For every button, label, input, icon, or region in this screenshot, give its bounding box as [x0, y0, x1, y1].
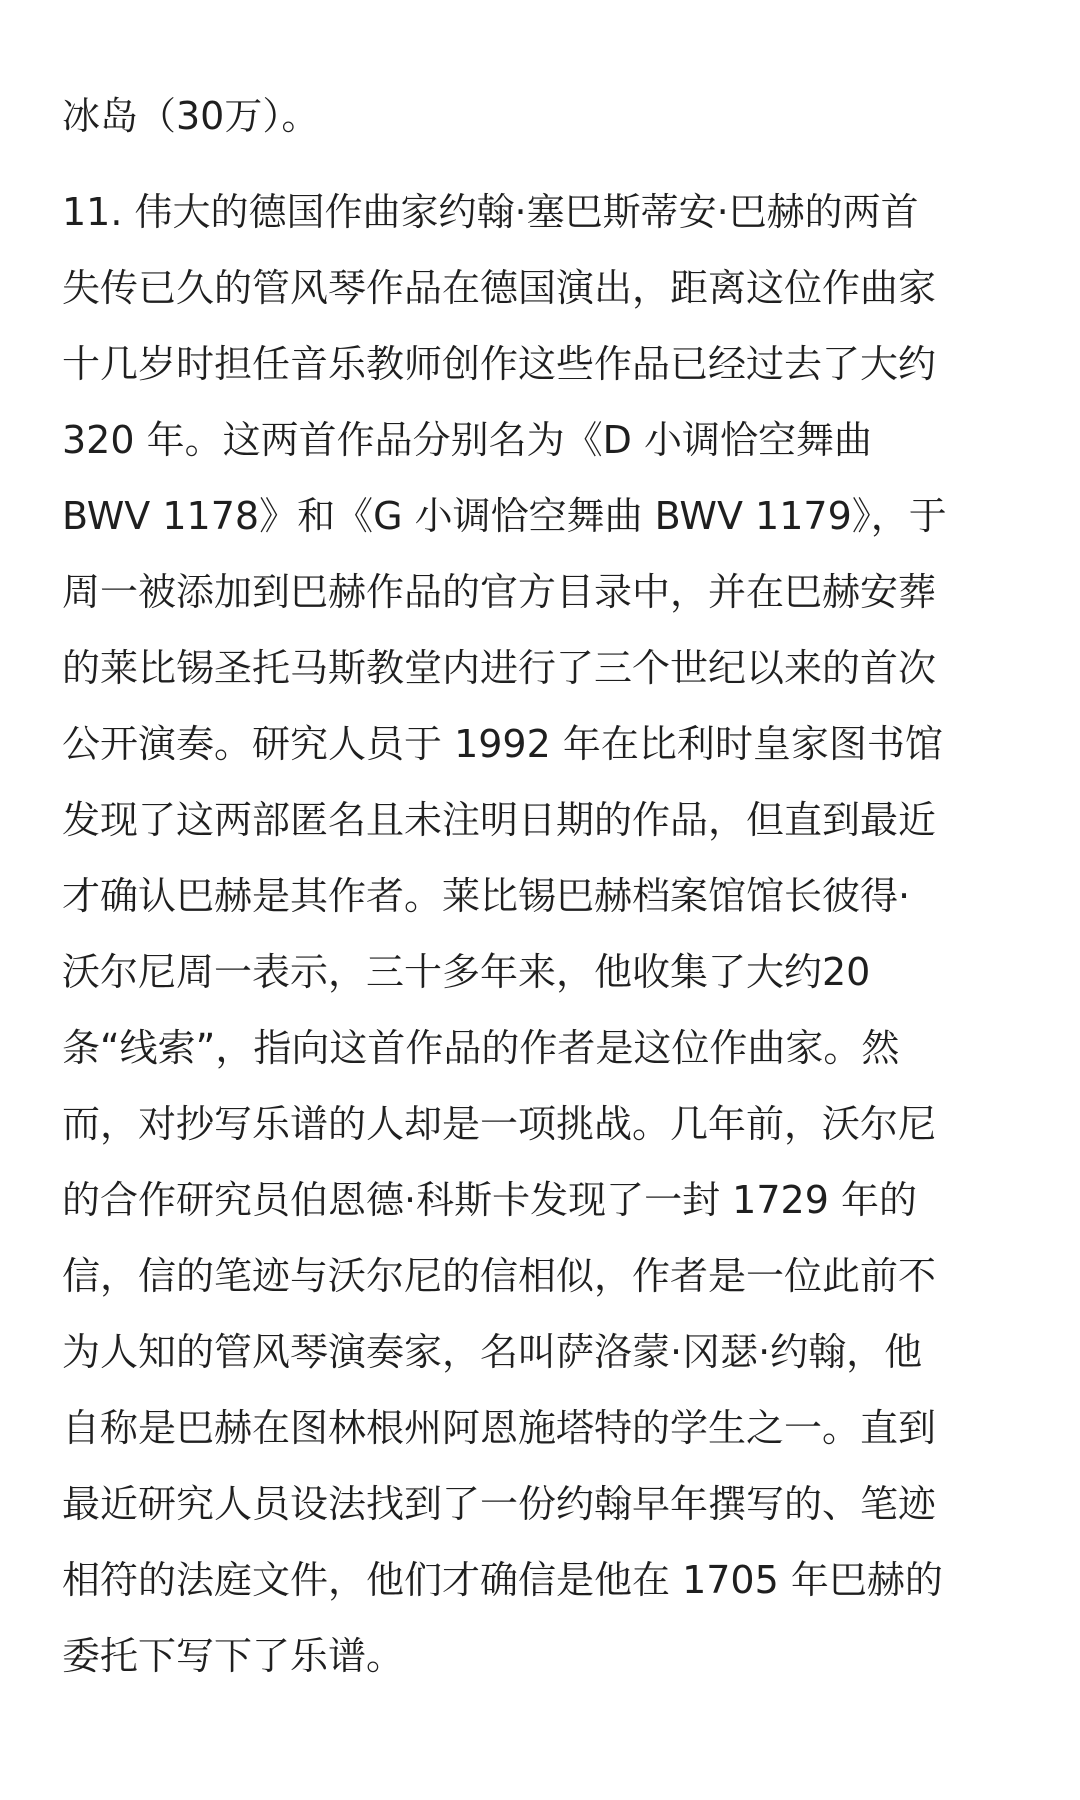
text-line: 才确认巴赫是其作者。莱比锡巴赫档案馆馆长彼得·: [62, 874, 911, 918]
item-11-paragraph: [62, 174, 1022, 1694]
text-line: BWV 1178》和《G 小调恰空舞曲 BWV 1179》，于: [62, 494, 947, 538]
text-line: 为人知的管风琴演奏家，名叫萨洛蒙·冈瑟·约翰，他: [62, 1330, 923, 1374]
text-line: 最近研究人员设法找到了一份约翰早年撰写的、笔迹: [62, 1482, 937, 1526]
text-line: 公开演奏。研究人员于 1992 年在比利时皇家图书馆: [62, 722, 943, 766]
text-line: 的合作研究员伯恩德·科斯卡发现了一封 1729 年的: [62, 1178, 917, 1222]
text-line: 的莱比锡圣托马斯教堂内进行了三个世纪以来的首次: [62, 646, 937, 690]
text-line: 失传已久的管风琴作品在德国演出，距离这位作曲家: [62, 266, 937, 310]
text-line: 320 年。这两首作品分别名为《D 小调恰空舞曲: [62, 418, 872, 462]
text-line: 相符的法庭文件，他们才确信是他在 1705 年巴赫的: [62, 1558, 943, 1602]
text-line: 冰岛（30万）。: [62, 94, 320, 138]
paragraph-spacer: [62, 154, 1022, 174]
lead-paragraph: [62, 78, 1022, 154]
text-line: 十几岁时担任音乐教师创作这些作品已经过去了大约: [62, 342, 937, 386]
text-line: 周一被添加到巴赫作品的官方目录中，并在巴赫安葬: [62, 570, 937, 614]
text-line: 而，对抄写乐谱的人却是一项挑战。几年前，沃尔尼: [62, 1102, 937, 1146]
text-line: 发现了这两部匿名且未注明日期的作品，但直到最近: [62, 798, 937, 842]
text-line: 条“线索”，指向这首作品的作者是这位作曲家。然: [62, 1026, 900, 1070]
text-line: 11. 伟大的德国作曲家约翰·塞巴斯蒂安·巴赫的两首: [62, 190, 919, 234]
text-line: 自称是巴赫在图林根州阿恩施塔特的学生之一。直到: [62, 1406, 937, 1450]
text-line: 信，信的笔迹与沃尔尼的信相似，作者是一位此前不: [62, 1254, 937, 1298]
article-body: [62, 78, 1022, 1694]
text-line: 委托下写下了乐谱。: [62, 1634, 405, 1678]
text-line: 沃尔尼周一表示，三十多年来，他收集了大约20: [62, 950, 871, 994]
